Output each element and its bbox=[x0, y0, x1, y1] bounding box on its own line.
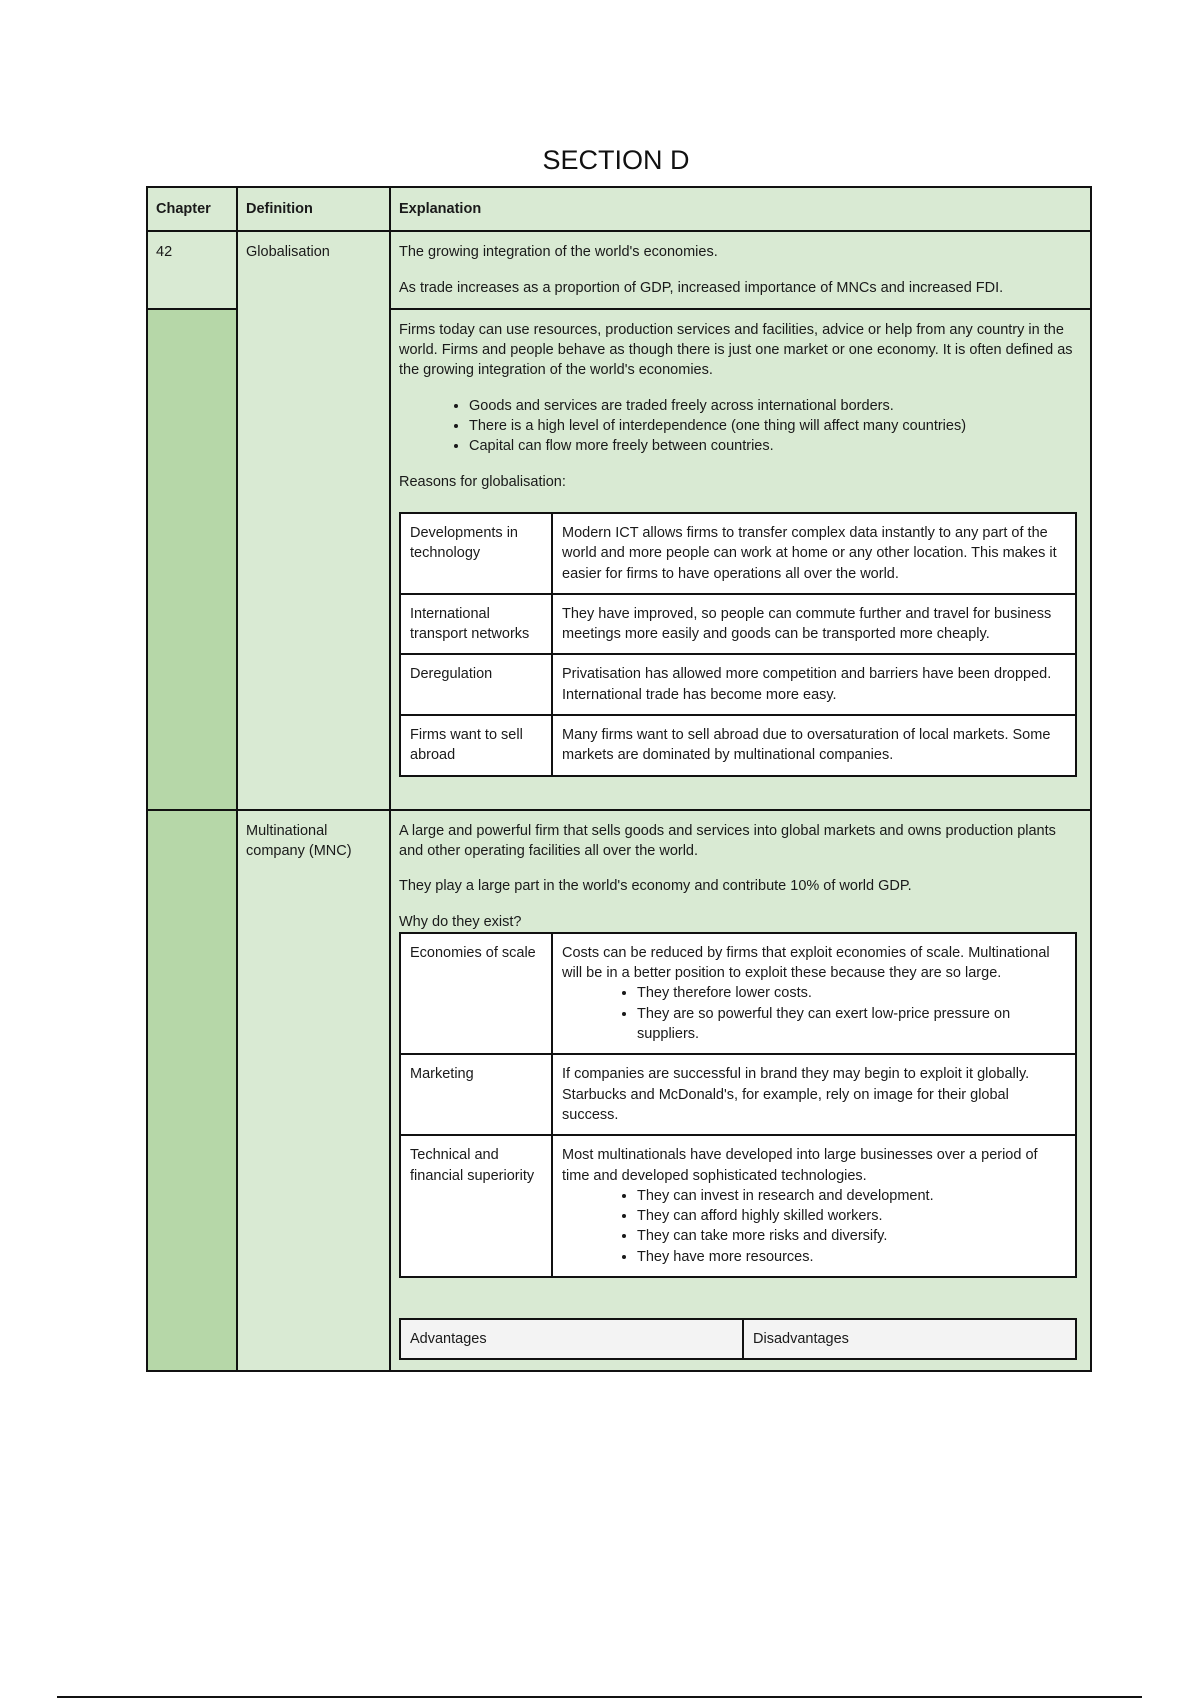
advantages-header: Advantages bbox=[400, 1319, 743, 1359]
why-heading: Why do they exist? bbox=[399, 913, 522, 930]
list-item: • They therefore lower costs. bbox=[637, 983, 1066, 1003]
intro-line: The growing integration of the world's economies. bbox=[399, 244, 718, 261]
chapter-cell-empty bbox=[147, 810, 237, 1372]
reason-cell: Economies of scale bbox=[400, 933, 552, 1054]
table-row bbox=[400, 1135, 1076, 1277]
chapter-cell-empty bbox=[147, 309, 237, 810]
reason-explanation: Most multinationals have developed into large businesses over a period of time and developed sophisticated technologies. bbox=[562, 1147, 1038, 1184]
explanation-globalisation-detail bbox=[390, 309, 1091, 810]
table-row bbox=[400, 654, 1076, 715]
table-row bbox=[147, 231, 1091, 309]
section-table bbox=[146, 186, 1092, 1372]
header-explanation: Explanation bbox=[390, 187, 1091, 231]
reason-cell: Developments in technology bbox=[400, 513, 552, 594]
table-row bbox=[400, 594, 1076, 655]
reason-explanation: Costs can be reduced by firms that exploit economies of scale. Multinational will be in a better position to exploit these because they are so large. bbox=[562, 944, 1050, 982]
globalisation-bullets bbox=[399, 396, 1082, 457]
header-definition: Definition bbox=[237, 187, 390, 231]
reason-explanation-cell bbox=[552, 1135, 1076, 1277]
definition-globalisation: Globalisation bbox=[237, 231, 390, 809]
table-row bbox=[400, 933, 1076, 1054]
page-title: SECTION D bbox=[542, 145, 690, 175]
reason-explanation-cell bbox=[552, 933, 1076, 1054]
advantages-table bbox=[399, 1318, 1077, 1360]
header-chapter: Chapter bbox=[147, 187, 237, 231]
disadvantages-header: Disadvantages bbox=[743, 1319, 1076, 1359]
reason-explanation: Privatisation has allowed more competition and barriers have been dropped. International trade has become more easy. bbox=[552, 654, 1076, 715]
reason-explanation: They have improved, so people can commute further and travel for business meetings more easily and goods can be transported more cheaply. bbox=[552, 594, 1076, 655]
reason-explanation: Modern ICT allows firms to transfer complex data instantly to any part of the world and more people can work at home or any other location. This makes it easier for firms to have operations all over the world. bbox=[552, 513, 1076, 594]
list-item: • They can invest in research and development. bbox=[637, 1186, 1066, 1206]
list-item: • Capital can flow more freely between countries. bbox=[469, 436, 1082, 456]
table-row bbox=[400, 715, 1076, 776]
mnc-reasons-table bbox=[399, 932, 1077, 1278]
reason-cell: Deregulation bbox=[400, 654, 552, 715]
table-row bbox=[400, 1054, 1076, 1135]
table-row bbox=[147, 810, 1091, 1372]
explanation-globalisation-intro bbox=[390, 231, 1091, 309]
mnc-gdp: They play a large part in the world's economy and contribute 10% of world GDP. bbox=[399, 878, 912, 895]
table-row bbox=[400, 513, 1076, 594]
reason-cell: Marketing bbox=[400, 1054, 552, 1135]
detail-paragraph: Firms today can use resources, production services and facilities, advice or help from any country in the world. Firms and people behave as though there is just one market or one economy. It is often defined as the growing integration of the world's economies. bbox=[399, 321, 1073, 379]
list-item: • There is a high level of interdependence (one thing will affect many countries) bbox=[469, 416, 1082, 436]
definition-mnc: Multinational company (MNC) bbox=[237, 810, 390, 1372]
reasons-heading: Reasons for globalisation: bbox=[399, 473, 566, 490]
footer-divider bbox=[57, 1696, 1142, 1698]
mnc-definition: A large and powerful firm that sells goods and services into global markets and owns production plants and other operating facilities all over the world. bbox=[399, 822, 1056, 859]
header-row bbox=[147, 187, 1091, 231]
reason-explanation: If companies are successful in brand they may begin to exploit it globally. Starbucks and McDonald's, for example, rely on image for their global success. bbox=[552, 1054, 1076, 1135]
intro-line: As trade increases as a proportion of GDP, increased importance of MNCs and increased FDI. bbox=[399, 279, 1004, 296]
list-item: • They are so powerful they can exert low-price pressure on suppliers. bbox=[637, 1004, 1066, 1045]
reasons-table bbox=[399, 512, 1077, 777]
reason-explanation: Many firms want to sell abroad due to oversaturation of local markets. Some markets are dominated by multinational companies. bbox=[552, 715, 1076, 776]
chapter-number: 42 bbox=[147, 231, 237, 309]
reason-cell: International transport networks bbox=[400, 594, 552, 655]
list-item: • They can afford highly skilled workers. bbox=[637, 1206, 1066, 1226]
table-row bbox=[400, 1319, 1076, 1359]
reason-bullets bbox=[562, 1186, 1066, 1267]
reason-bullets bbox=[562, 983, 1066, 1044]
list-item: • Goods and services are traded freely across international borders. bbox=[469, 396, 1082, 416]
reason-cell: Technical and financial superiority bbox=[400, 1135, 552, 1277]
list-item: • They have more resources. bbox=[637, 1247, 1066, 1267]
explanation-mnc bbox=[390, 810, 1091, 1372]
reason-cell: Firms want to sell abroad bbox=[400, 715, 552, 776]
list-item: • They can take more risks and diversify. bbox=[637, 1226, 1066, 1246]
